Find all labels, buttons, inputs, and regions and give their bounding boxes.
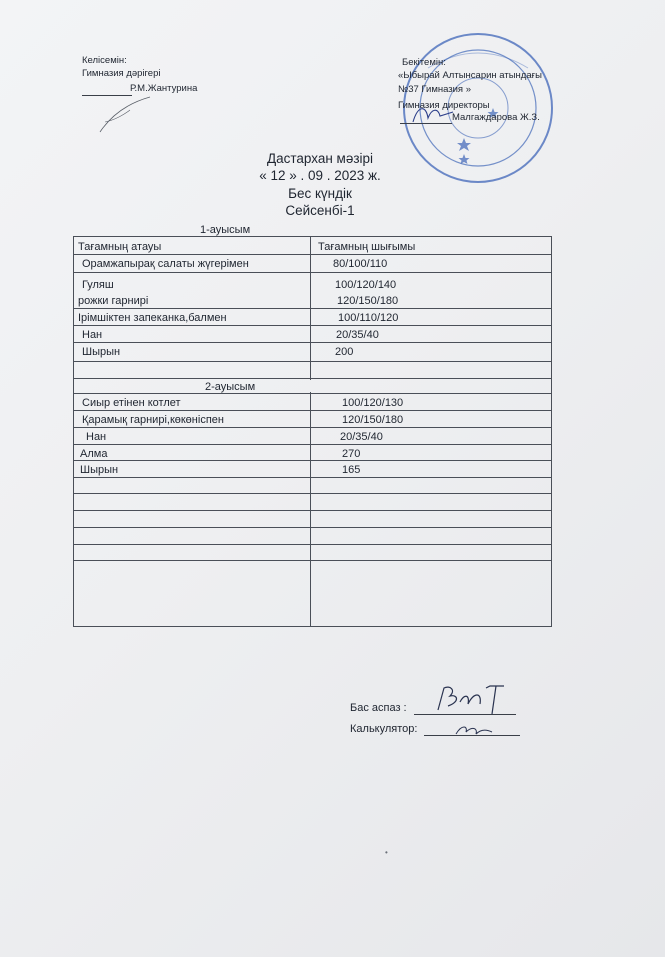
- table-row-name: Ірімшіктен запеканка,балмен: [78, 312, 227, 324]
- approved-school-line: «Ыбырай Алтынсарин атындағы: [398, 70, 542, 81]
- table-row-name: Орамжапырақ салаты жүгерімен: [82, 258, 249, 270]
- table-row-name: рожки гарнирі: [78, 295, 149, 307]
- col-header-yield: Тағамның шығымы: [318, 241, 416, 253]
- menu-period: Бес күндік: [288, 186, 352, 201]
- table-row-yield: 100/110/120: [338, 312, 399, 324]
- table-row-yield: 20/35/40: [336, 329, 379, 341]
- table-row-name: Шырын: [80, 464, 119, 476]
- calculator-signature: [452, 722, 502, 740]
- table-row-yield: 100/120/130: [342, 397, 404, 409]
- menu-day: Сейсенбі-1: [285, 203, 355, 218]
- shift1-label: 1-ауысым: [200, 224, 251, 236]
- director-signature: [408, 100, 458, 128]
- page-mark: •: [385, 848, 388, 857]
- table-row-name: Нан: [86, 431, 107, 443]
- table-row-yield: 120/150/180: [337, 295, 399, 307]
- table-row-name: Сиыр етінен котлет: [82, 397, 181, 409]
- agreed-doctor-name: Р.М.Жантурина: [130, 83, 198, 94]
- calculator-label: Калькулятор:: [350, 723, 418, 735]
- col-header-name: Тағамның атауы: [78, 241, 162, 253]
- approved-position: Гимназия директоры: [398, 100, 490, 111]
- menu-title: Дастархан мәзірі: [266, 151, 374, 166]
- chef-label: Бас аспаз :: [350, 702, 407, 714]
- approved-school-number: №37 Гимназия »: [398, 84, 471, 95]
- table-row-name: Шырын: [82, 346, 121, 358]
- table-row-name: Қарамық гарнирі,көкөніспен: [82, 414, 224, 426]
- table-row-yield: 165: [342, 464, 361, 476]
- agreed-position: Гимназия дәрігері: [82, 68, 161, 79]
- table-row-yield: 20/35/40: [340, 431, 383, 443]
- approved-label: Бекітемін:: [402, 57, 446, 68]
- table-row-yield: 200: [335, 346, 354, 358]
- table-row-yield: 270: [342, 448, 361, 460]
- agreed-label: Келісемін:: [82, 55, 127, 66]
- table-row-yield: 100/120/140: [335, 279, 397, 291]
- table-row-yield: 80/100/110: [333, 258, 388, 270]
- chef-signature: [430, 680, 520, 720]
- doctor-signature: [95, 92, 155, 137]
- shift2-label: 2-ауысым: [205, 381, 256, 393]
- table-row-name: Нан: [82, 329, 103, 341]
- table-row-name: Алма: [80, 448, 108, 460]
- table-row-yield: 120/150/180: [342, 414, 404, 426]
- approved-director-name: Малгаждарова Ж.З.: [452, 112, 540, 123]
- menu-date: « 12 » . 09 . 2023 ж.: [259, 168, 381, 183]
- table-row-name: Гуляш: [82, 279, 114, 291]
